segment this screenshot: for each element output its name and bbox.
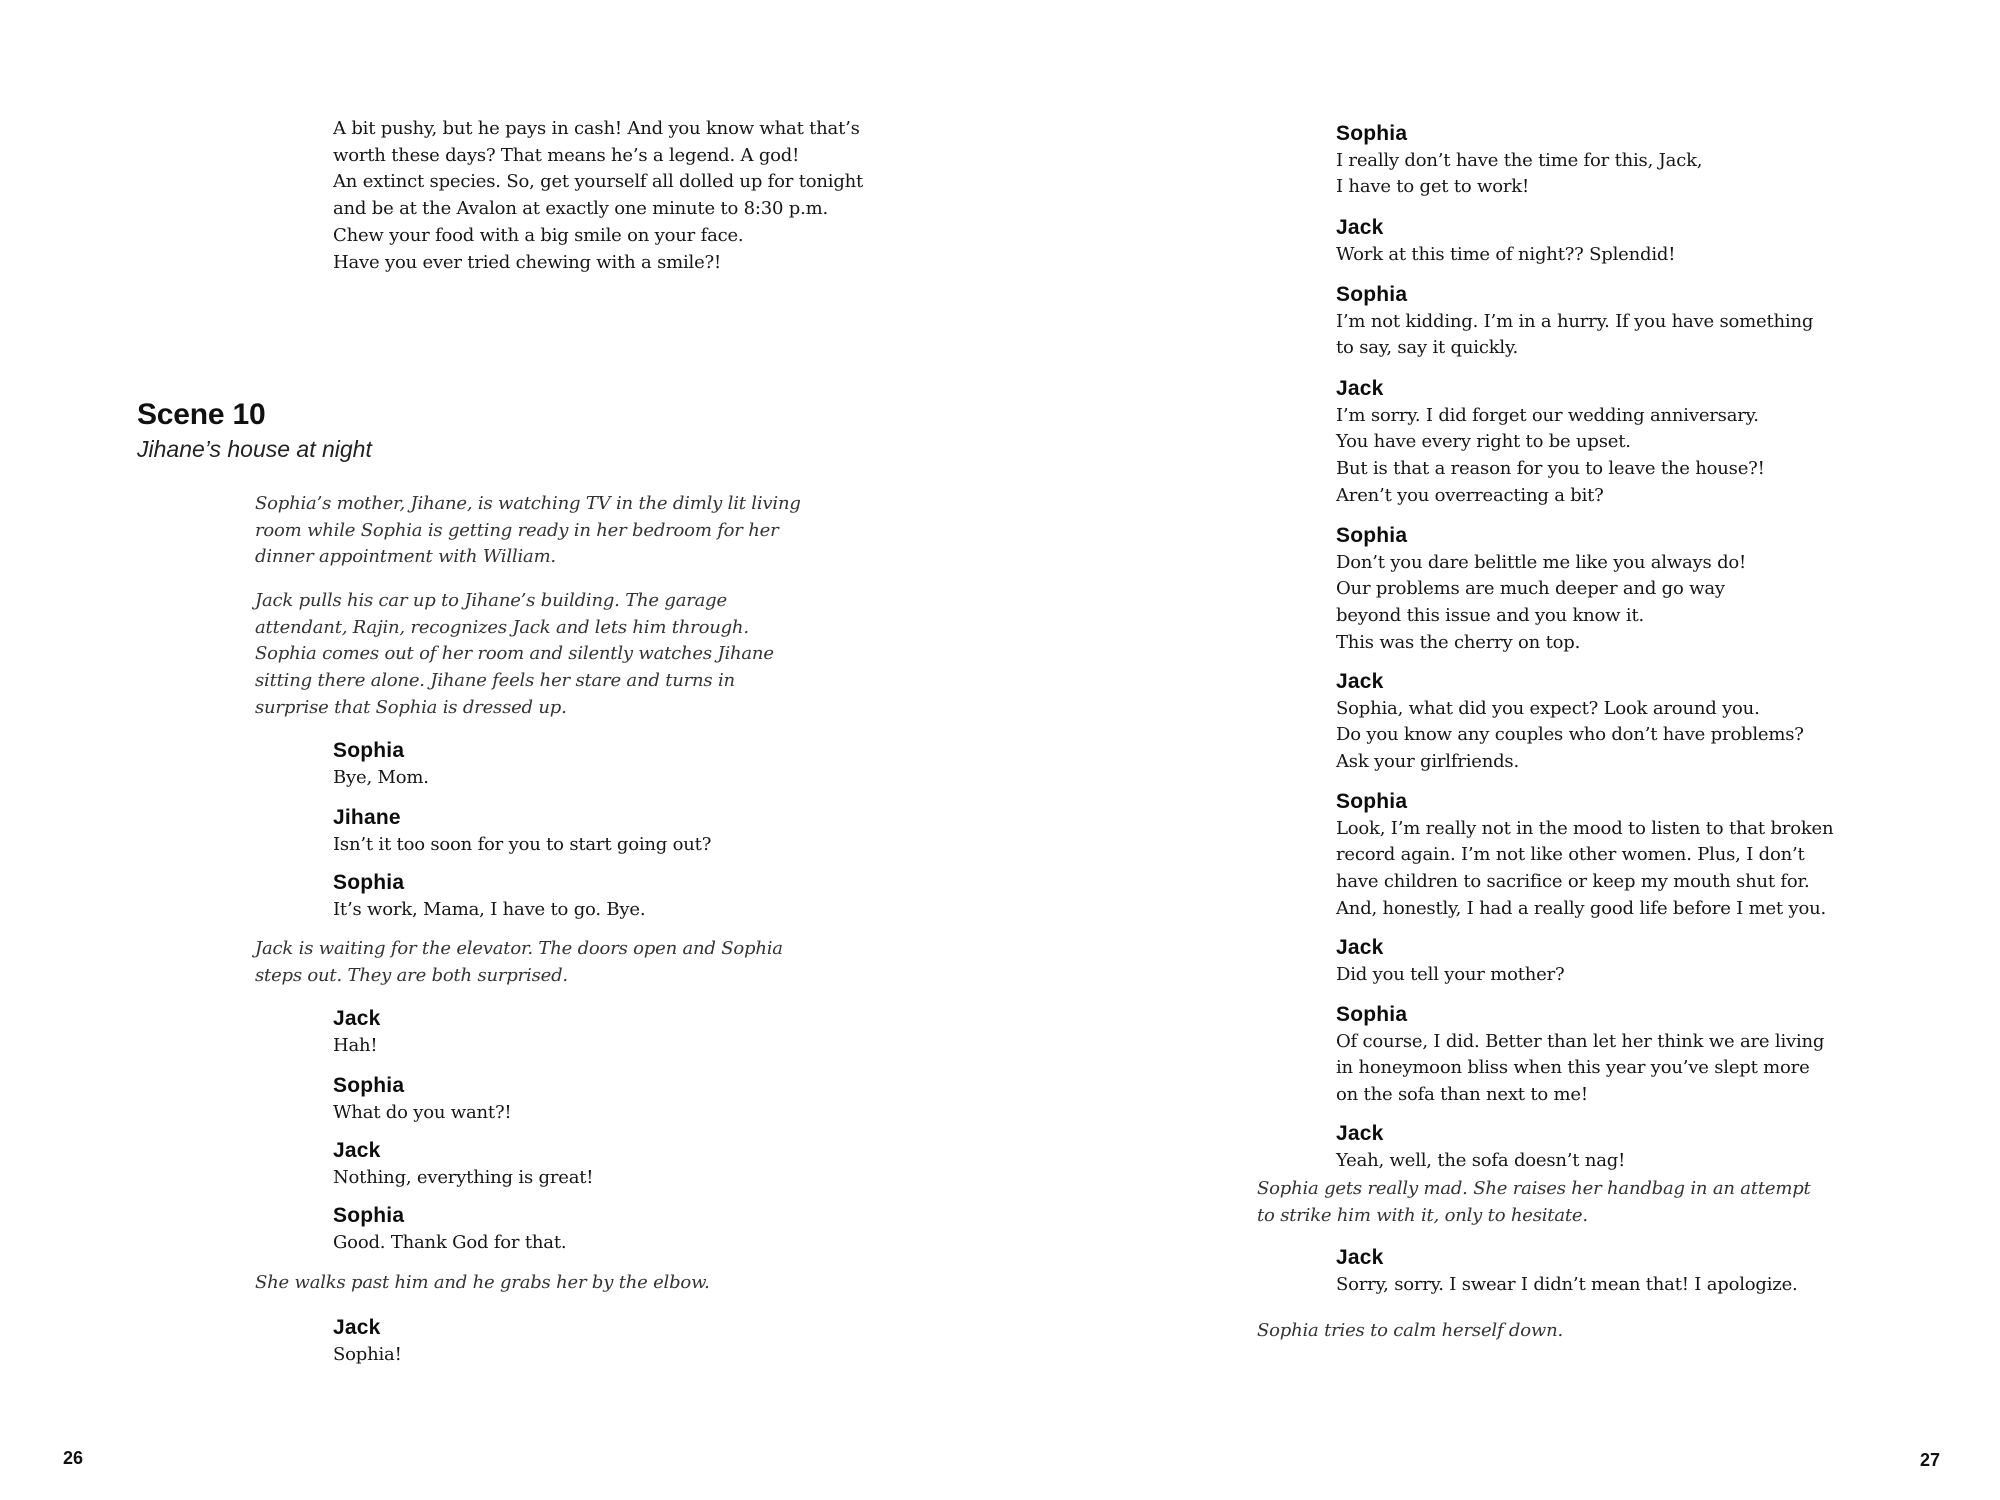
text-line: dinner appointment with William. (255, 546, 556, 568)
text-line: A bit pushy, but he pays in cash! And you know what that’s (333, 118, 860, 139)
text-line: have children to sacrifice or keep my mouth shut for. (1336, 871, 1810, 893)
text-line: beyond this issue and you know it. (1336, 605, 1645, 627)
stage-direction (1257, 1318, 1563, 1345)
text-line: Have you ever tried chewing with a smile?! (333, 251, 722, 273)
character-name: Sophia (1336, 1003, 1408, 1026)
text-line: And, honestly, I had a really good life before I met you. (1336, 897, 1826, 919)
character-name: Sophia (333, 1074, 405, 1097)
text-line: This was the cherry on top. (1336, 631, 1581, 653)
text-line: surprise that Sophia is dressed up. (255, 696, 567, 718)
character-name: Sophia (1336, 524, 1408, 547)
scene-location: Jihane’s house at night (137, 436, 372, 462)
text-line: Jack pulls his car up to Jihane’s building. The garage (255, 590, 727, 611)
character-name: Sophia (1336, 122, 1408, 145)
text-line: in honeymoon bliss when this year you’ve slept more (1336, 1057, 1810, 1079)
text-line: Did you tell your mother? (1336, 963, 1565, 985)
dialogue-block (1336, 215, 1675, 268)
text-line: It’s work, Mama, I have to go. Bye. (333, 898, 646, 920)
character-name: Sophia (1336, 790, 1408, 813)
scene-title: Scene 10 (137, 398, 266, 431)
dialogue-block (1336, 1002, 1824, 1109)
character-name: Jack (1336, 670, 1384, 693)
dialogue-block (1336, 1121, 1625, 1174)
text-line: Aren’t you overreacting a bit? (1336, 484, 1604, 506)
text-line: Nothing, everything is great! (333, 1166, 594, 1188)
text-line: Sophia, what did you expect? Look around you. (1336, 697, 1760, 719)
character-name: Jack (1336, 1122, 1384, 1145)
dialogue-block (1336, 121, 1702, 201)
text-line: Work at this time of night?? Splendid! (1336, 243, 1676, 265)
text-line: Don’t you dare belittle me like you always do! (1336, 551, 1747, 573)
text-line: to say, say it quickly. (1336, 337, 1519, 359)
text-line: I’m not kidding. I’m in a hurry. If you have something (1336, 310, 1814, 332)
page-number: 27 (1920, 1450, 1941, 1470)
text-line: She walks past him and he grabs her by the elbow. (255, 1272, 710, 1293)
stage-direction (1257, 1176, 1811, 1229)
text-line: steps out. They are both surprised. (255, 964, 568, 986)
character-name: Sophia (333, 1204, 405, 1227)
text-line: I really don’t have the time for this, Jack, (1336, 149, 1703, 171)
text-line: You have every right to be upset. (1336, 431, 1631, 453)
text-line: Chew your food with a big smile on your face. (333, 224, 744, 246)
character-name: Jack (1336, 936, 1384, 959)
text-line: Good. Thank God for that. (333, 1231, 567, 1253)
text-line: Sophia comes out of her room and silently watches Jihane (255, 643, 774, 665)
text-line: Bye, Mom. (333, 766, 429, 788)
text-line: I have to get to work! (1336, 176, 1530, 198)
character-name: Jack (1336, 377, 1384, 400)
character-name: Sophia (1336, 283, 1408, 306)
text-line: Sophia tries to calm herself down. (1257, 1320, 1564, 1341)
text-line: Sorry, sorry. I swear I didn’t mean that! I apologize. (1336, 1273, 1798, 1295)
dialogue-block (1336, 376, 1765, 510)
character-name: Jack (1336, 1246, 1384, 1269)
text-line: I’m sorry. I did forget our wedding anniversary. (1336, 404, 1759, 426)
text-line: Look, I’m really not in the mood to listen to that broken (1336, 817, 1834, 839)
text-line: Of course, I did. Better than let her think we are living (1336, 1030, 1825, 1052)
character-name: Jack (1336, 216, 1384, 239)
page-number: 26 (63, 1448, 84, 1468)
character-name: Jack (333, 1007, 381, 1030)
text-line: Do you know any couples who don’t have problems? (1336, 724, 1804, 746)
character-name: Jack (333, 1139, 381, 1162)
text-line: Sophia gets really mad. She raises her handbag in an attempt (1257, 1178, 1811, 1199)
dialogue-block (1336, 282, 1813, 362)
text-line: Ask your girlfriends. (1336, 751, 1519, 773)
text-line: Sophia! (333, 1343, 402, 1365)
text-line: to strike him with it, only to hesitate. (1257, 1204, 1588, 1226)
text-line: Hah! (333, 1034, 378, 1056)
text-line: Sophia’s mother, Jihane, is watching TV in the dimly lit living (255, 493, 801, 514)
text-line: on the sofa than next to me! (1336, 1084, 1588, 1106)
character-name: Jihane (333, 806, 401, 829)
character-name: Jack (333, 1316, 381, 1339)
dialogue-block (1336, 1245, 1798, 1298)
character-name: Sophia (333, 871, 405, 894)
text-line: Our problems are much deeper and go way (1336, 578, 1725, 600)
text-line: But is that a reason for you to leave the house?! (1336, 458, 1765, 480)
text-line: worth these days? That means he’s a legend. A god! (333, 144, 800, 166)
dialogue-block (1336, 789, 1833, 923)
dialogue-block (1336, 935, 1564, 988)
text-line: What do you want?! (333, 1101, 512, 1123)
dialogue-block (1336, 669, 1804, 776)
text-line: Jack is waiting for the elevator. The doors open and Sophia (255, 938, 783, 959)
text-line: sitting there alone. Jihane feels her stare and turns in (255, 670, 735, 692)
text-line: An extinct species. So, get yourself all dolled up for tonight (333, 171, 864, 193)
text-line: and be at the Avalon at exactly one minute to 8:30 p.m. (333, 198, 829, 220)
dialogue-block (1336, 523, 1746, 657)
text-line: record again. I’m not like other women. Plus, I don’t (1336, 844, 1805, 866)
text-line: attendant, Rajin, recognizes Jack and lets him through. (255, 616, 749, 638)
text-line: room while Sophia is getting ready in her bedroom for her (255, 519, 779, 541)
text-line: Yeah, well, the sofa doesn’t nag! (1336, 1149, 1626, 1171)
character-name: Sophia (333, 739, 405, 762)
text-line: Isn’t it too soon for you to start going out? (333, 833, 712, 855)
